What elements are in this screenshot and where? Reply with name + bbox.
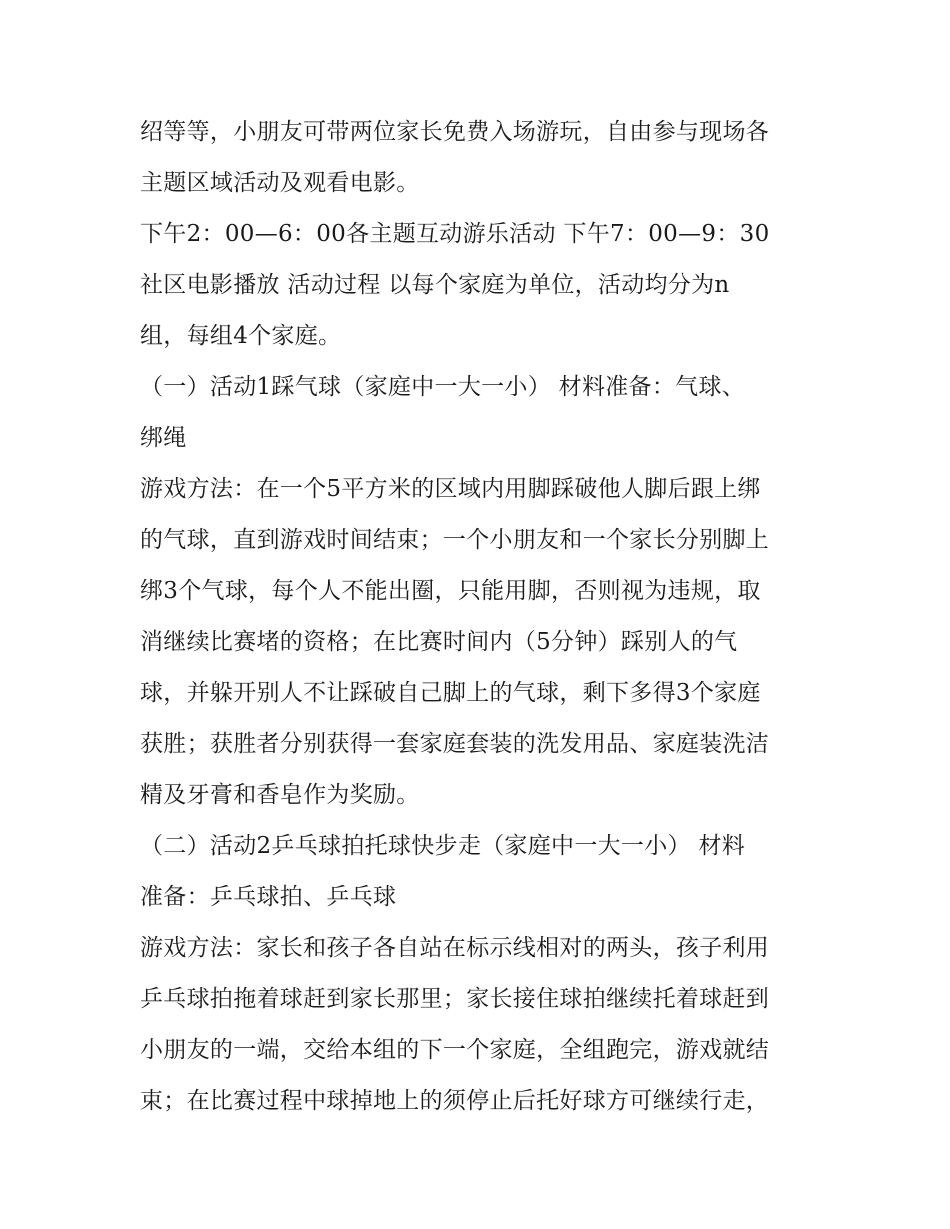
text-line: 游戏方法：在一个5平方米的区域内用脚踩破他人脚后跟上绑 xyxy=(140,476,761,502)
text-line: 组，每组4个家庭。 xyxy=(140,323,342,349)
text-line: 的气球，直到游戏时间结束；一个小朋友和一个家长分别脚上 xyxy=(140,527,770,553)
text-line: 束；在比赛过程中球掉地上的须停止后托好球方可继续行走， xyxy=(140,1088,770,1114)
text-line: （一）活动1踩气球（家庭中一大一小） 材料准备：气球、 xyxy=(140,374,746,400)
document-body xyxy=(140,107,820,1127)
text-line: 绍等等，小朋友可带两位家长免费入场游玩，自由参与现场各 xyxy=(140,119,770,145)
text-line: 社区电影播放 活动过程 以每个家庭为单位，活动均分为n xyxy=(140,272,730,298)
text-line: 下午2：00—6：00各主题互动游乐活动 下午7：00—9：30 xyxy=(140,221,770,247)
text-line: 精及牙膏和香皂作为奖励。 xyxy=(140,782,420,808)
text-line: 准备：乒乓球拍、乒乓球 xyxy=(140,884,397,910)
text-line: 游戏方法：家长和孩子各自站在标示线相对的两头，孩子利用 xyxy=(140,935,770,961)
text-line: 小朋友的一端，交给本组的下一个家庭，全组跑完，游戏就结 xyxy=(140,1037,770,1063)
text-line: 乒乓球拍拖着球赶到家长那里；家长接住球拍继续托着球赶到 xyxy=(140,986,770,1012)
text-line: 获胜；获胜者分别获得一套家庭套装的洗发用品、家庭装洗洁 xyxy=(140,731,770,757)
text-line: 球，并躲开别人不让踩破自己脚上的气球，剩下多得3个家庭 xyxy=(140,680,761,706)
text-line: 消继续比赛堵的资格；在比赛时间内（5分钟）踩别人的气 xyxy=(140,629,738,655)
text-line: 绑绳 xyxy=(140,425,187,451)
text-line: （二）活动2乒乓球拍托球快步走（家庭中一大一小） 材料 xyxy=(140,833,746,859)
text-line: 主题区域活动及观看电影。 xyxy=(140,170,420,196)
text-line: 绑3个气球，每个人不能出圈，只能用脚，否则视为违规，取 xyxy=(140,578,761,604)
